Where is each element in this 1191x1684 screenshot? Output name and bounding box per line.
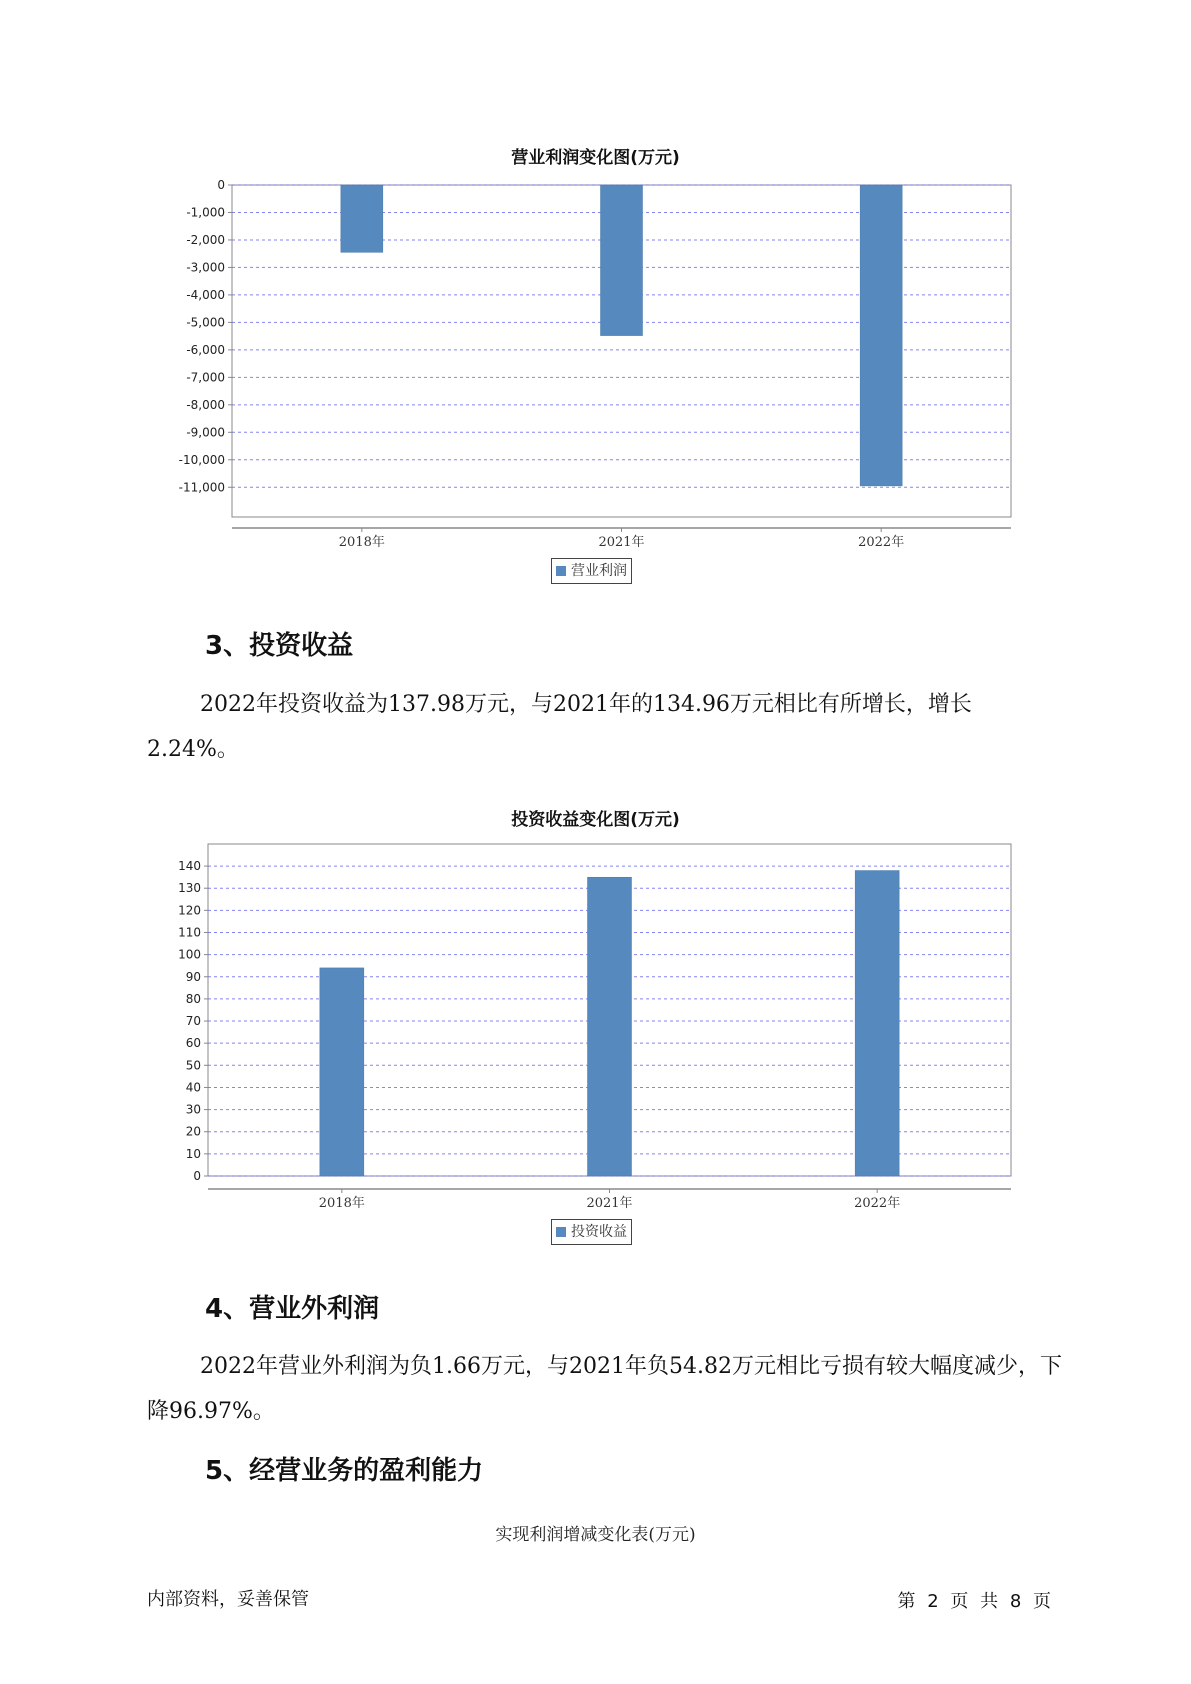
y-tick-label: -2,000 <box>186 232 225 247</box>
y-tick-label: -11,000 <box>178 480 225 495</box>
chart1-title: 营业利润变化图(万元) <box>511 148 680 168</box>
y-tick-label: 80 <box>185 991 201 1006</box>
bar-2021年 <box>588 877 632 1176</box>
chart2-title: 投资收益变化图(万元) <box>511 810 680 830</box>
x-tick-label: 2022年 <box>854 1196 901 1211</box>
y-tick-label: -9,000 <box>186 425 225 440</box>
section-3-title: 3、投资收益 <box>205 631 354 661</box>
y-tick-label: 40 <box>185 1080 201 1095</box>
chart2-legend <box>551 1219 632 1245</box>
y-tick-label: 50 <box>185 1058 201 1073</box>
footer-confidential-note: 内部资料，妥善保管 <box>147 1589 309 1610</box>
x-tick-label: 2021年 <box>586 1196 633 1211</box>
y-tick-label: 60 <box>185 1036 201 1051</box>
bar-2022年 <box>860 185 902 486</box>
operating-profit-chart <box>0 170 1191 550</box>
y-tick-label: 0 <box>193 1169 201 1183</box>
x-tick-label: 2018年 <box>338 535 385 550</box>
chart1-legend-label: 营业利润 <box>571 563 627 579</box>
y-tick-label: 130 <box>178 881 201 896</box>
bar-2018年 <box>341 185 383 252</box>
y-tick-label: 0 <box>217 178 225 192</box>
y-tick-label: 140 <box>178 859 201 874</box>
y-tick-label: 110 <box>178 925 201 940</box>
section-4-paragraph: 2022年营业外利润为负1.66万元，与2021年负54.82万元相比亏损有较大幅度减少，下降96.97%。 <box>147 1354 1062 1424</box>
y-tick-label: 30 <box>185 1102 201 1117</box>
y-tick-label: -8,000 <box>186 397 225 412</box>
investment-income-chart <box>0 840 1191 1220</box>
y-tick-label: -10,000 <box>178 452 225 467</box>
bar-2018年 <box>320 968 364 1176</box>
footer-page-number: 第 2 页 共 8 页 <box>897 1591 1051 1612</box>
y-tick-label: -4,000 <box>186 287 225 302</box>
y-tick-label: -7,000 <box>186 370 225 385</box>
y-tick-label: -1,000 <box>186 205 225 220</box>
y-tick-label: 20 <box>185 1124 201 1139</box>
bar-2021年 <box>601 185 643 336</box>
chart2-legend-label: 投资收益 <box>571 1224 627 1240</box>
table-caption: 实现利润增减变化表(万元) <box>495 1525 696 1545</box>
section-5-title: 5、经营业务的盈利能力 <box>205 1456 484 1486</box>
bar-2022年 <box>855 871 899 1176</box>
chart1-legend <box>551 558 632 584</box>
section-3-paragraph: 2022年投资收益为137.98万元，与2021年的134.96万元相比有所增长，增长2.24%。 <box>147 692 972 762</box>
y-tick-label: 120 <box>178 903 201 918</box>
x-tick-label: 2018年 <box>318 1196 365 1211</box>
x-tick-label: 2021年 <box>598 535 645 550</box>
y-tick-label: 100 <box>178 947 201 962</box>
y-tick-label: 70 <box>185 1014 201 1029</box>
y-tick-label: 90 <box>185 969 201 984</box>
chart1-legend-swatch <box>556 566 566 576</box>
y-tick-label: -6,000 <box>186 342 225 357</box>
section-4-title: 4、营业外利润 <box>205 1294 380 1324</box>
chart2-legend-swatch <box>556 1227 566 1237</box>
x-tick-label: 2022年 <box>858 535 905 550</box>
y-tick-label: -3,000 <box>186 260 225 275</box>
y-tick-label: -5,000 <box>186 315 225 330</box>
y-tick-label: 10 <box>185 1146 201 1161</box>
